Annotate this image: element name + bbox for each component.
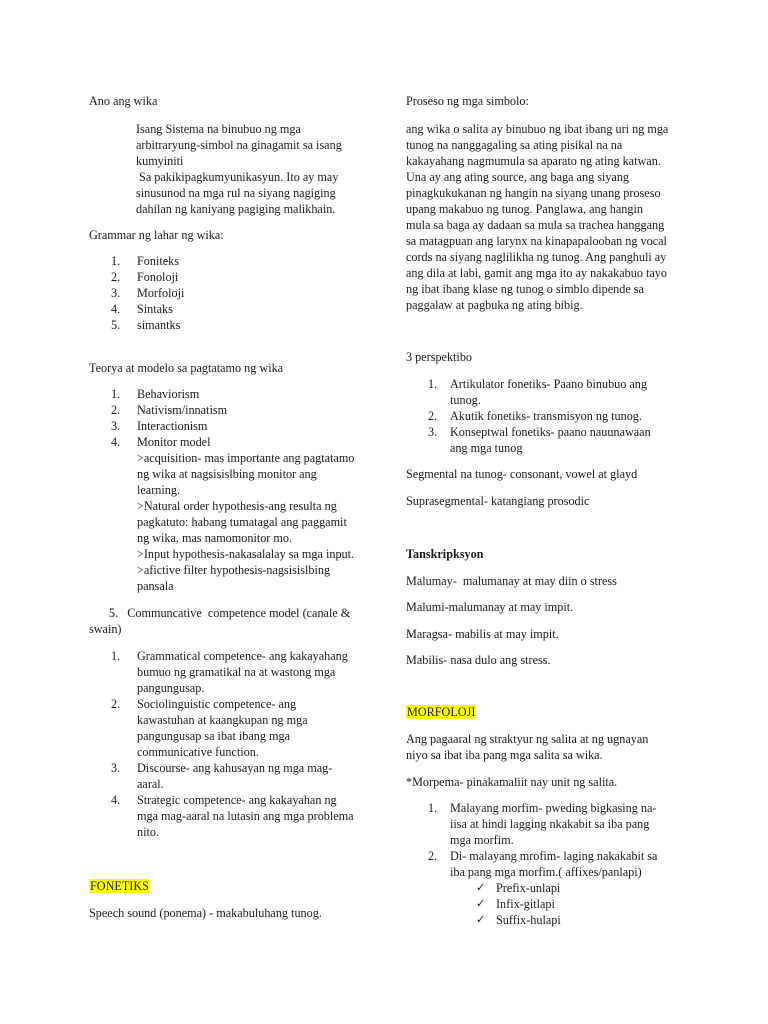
suprasegmental-text: Suprasegmental- katangiang prosodic xyxy=(406,494,590,508)
competence-list xyxy=(89,648,374,840)
ano-ang-wika-heading: Ano ang wika xyxy=(89,94,158,108)
definition-line: arbitraryung-simbol na ginagamit sa isang xyxy=(136,138,342,152)
list-item: 2. Fonoloji xyxy=(111,270,179,284)
definition-line: sinusunod na mga rul na siyang nagiging xyxy=(136,186,336,200)
checkmark-icon: ✓ xyxy=(476,881,486,894)
definition-line: kumyiniti xyxy=(136,154,184,168)
mabilis-text: Mabilis- nasa dulo ang stress. xyxy=(406,653,551,667)
list-item: 1. Malayang morfim- pweding bigkasing na- iisa at hindi lagging nkakabit sa iba pang mga morfim. xyxy=(428,801,657,847)
fonetiks-heading: FONETIKS xyxy=(90,879,149,893)
ano-ang-wika-definition xyxy=(136,121,376,217)
definition-line: Isang Sistema na binubuo ng mga xyxy=(136,122,301,136)
teorya-list xyxy=(89,386,374,594)
list-item: 3. Interactionism xyxy=(111,419,208,433)
list-item: 2. Nativism/innatism xyxy=(111,403,228,417)
list-item: 3. Morfoloji xyxy=(111,286,185,300)
list-item: 5. simantks xyxy=(111,318,181,332)
definition-line: Sa pakikipagkumyunikasyun. Ito ay may xyxy=(136,170,339,184)
proseso-paragraph: ang wika o salita ay binubuo ng ibat ibang uri ng mga tunog na nanggagaling sa ating pisikal na na kakayahang nagmumula sa aparato ng ating katwan. Una ay ang ating source, ang baga ang siyang pinagkukukanan ng hangin na siyang unang proseso upang makabuo ng tunog. Panglawa, ang hangin mula sa baga ay dadaan sa mula sa trachea hanggang sa matagpuan ang larynx na kinapapalooban ng vocal cords na siyang naglilikha ng tunog. Ang panghuli ay ang dila at labi, gamit ang mga ito ay nakakabuo tayo ng ibat ibang klase ng tunog o simblo dipende sa paggalaw at pagbuka ng ating bibig. xyxy=(406,122,669,312)
checklist-item: ✓ Suffix-hulapi xyxy=(476,913,561,927)
speech-sound-text: Speech sound (ponema) - makabuluhang tunog. xyxy=(89,906,322,920)
list-item: 1. Artikulator fonetiks- Paano binubuo ang tunog. xyxy=(428,377,647,407)
segmental-text: Segmental na tunog- consonant, vowel at glayd xyxy=(406,467,638,481)
proseso-heading: Proseso ng mga simbolo: xyxy=(406,94,529,108)
maragsa-text: Maragsa- mabilis at may impit. xyxy=(406,627,559,641)
list-item: 1. Grammatical competence- ang kakayahang bumuo ng gramatikal na at wastong mga pangungusap. xyxy=(111,649,348,695)
tanskripksyon-heading: Tanskripksyon xyxy=(406,547,484,561)
affix-checklist xyxy=(406,880,686,928)
checkmark-icon: ✓ xyxy=(476,913,486,926)
list-item: 3. Discourse- ang kahusayan ng mga mag- aaral. xyxy=(111,761,333,791)
list-item: 1. Behaviorism xyxy=(111,387,200,401)
morfoloji-heading: MORFOLOJI xyxy=(407,705,476,719)
morpema-text: *Morpema- pinakamaliit nay unit ng salita. xyxy=(406,775,618,789)
perspektibo-heading: 3 perspektibo xyxy=(406,350,473,364)
checkmark-icon: ✓ xyxy=(476,897,486,910)
morfim-list xyxy=(406,800,691,880)
communcative-heading: 5. Communcative competence model (canale & swain) xyxy=(89,606,351,636)
checklist-item: ✓ Prefix-unlapi xyxy=(476,881,561,895)
morfoloji-definition: Ang pagaaral ng straktyur ng salita at ng ugnayan niyo sa ibat iba pang mga salita sa wika. xyxy=(406,732,649,762)
list-item: 3. Konseptwal fonetiks- paano nauunawaan ang mga tunog xyxy=(428,425,651,455)
teorya-heading: Teorya at modelo sa pagtatamo ng wika xyxy=(89,361,284,375)
list-item: 2. Akutik fonetiks- transmisyon ng tunog. xyxy=(428,409,642,423)
list-item: 4. Monitor model >acquisition- mas importante ang pagtatamo ng wika at nagsisislbing monitor ang learning. >Natural order hypothesis-ang resulta ng pagkatuto: habang tumatagal ang paggamit ng wika, mas namomonitor mo. >Input hypothesis-nakasalalay sa mga input. >afictive filter hypothesis-nagsisislbing pansala xyxy=(111,435,355,593)
list-item: 4. Sintaks xyxy=(111,302,173,316)
definition-line: dahilan ng kaniyang pagiging malikhain. xyxy=(136,202,336,216)
grammar-list xyxy=(89,253,364,333)
malumi-text: Malumi-malumanay at may impit. xyxy=(406,600,574,614)
list-item: 4. Strategic competence- ang kakayahan ng mga mag-aaral na lutasin ang mga problema nito. xyxy=(111,793,354,839)
list-item: 2. Di- malayang mrofim- laging nakakabit sa iba pang mga morfim.( affixes/panlapi) xyxy=(428,849,658,879)
malumay-text: Malumay- malumanay at may diin o stress xyxy=(406,574,617,588)
perspektibo-list xyxy=(406,376,686,456)
checklist-item: ✓ Infix-gitlapi xyxy=(476,897,555,911)
list-item: 1. Foniteks xyxy=(111,254,179,268)
list-item: 2. Sociolinguistic competence- ang kawastuhan at kaangkupan ng mga pangungusap sa ibat ibang mga communicative function. xyxy=(111,697,308,759)
grammar-heading: Grammar ng lahar ng wika: xyxy=(89,228,224,242)
